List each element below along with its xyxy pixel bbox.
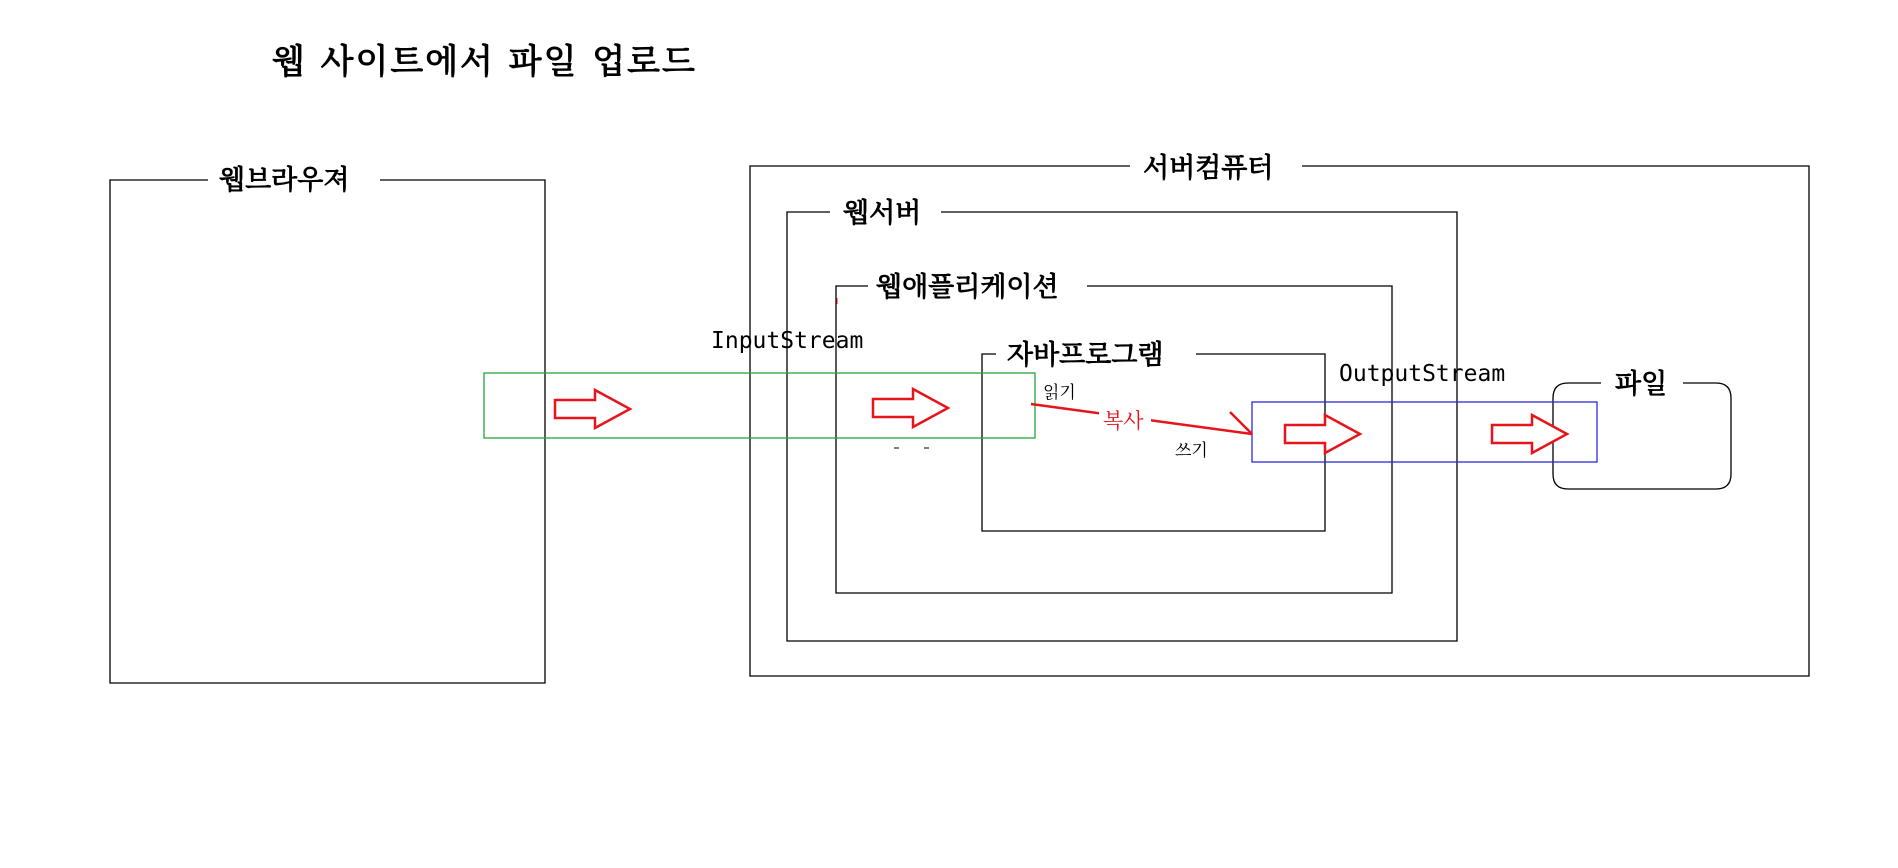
write-label: 쓰기 — [1175, 441, 1208, 461]
server-computer-border — [750, 166, 1809, 676]
java-program-box — [982, 339, 1325, 531]
arrow-right-icon — [555, 390, 630, 428]
browser-border — [110, 180, 545, 683]
copy-connector — [1031, 404, 1252, 434]
diagram-title: 웹 사이트에서 파일 업로드 — [272, 42, 697, 82]
file-box — [1553, 366, 1731, 489]
output-stream-label: OutputStream — [1339, 361, 1506, 387]
java-program-label: 자바프로그램 — [1007, 340, 1164, 371]
server-computer-label: 서버컴퓨터 — [1143, 153, 1274, 184]
input-stream-label: InputStream — [711, 328, 864, 354]
web-application-label: 웹애플리케이션 — [876, 272, 1059, 303]
arrow-right-icon — [1285, 415, 1360, 453]
read-label: 읽기 — [1043, 383, 1076, 403]
file-label: 파일 — [1615, 369, 1668, 400]
arrow-right-icon — [1492, 415, 1567, 453]
browser-label: 웹브라우져 — [219, 165, 350, 196]
input-stream — [484, 328, 1035, 438]
web-server-label: 웹서버 — [843, 198, 922, 229]
copy-label: 복사 — [1103, 409, 1144, 433]
java-program-border — [982, 354, 1325, 531]
browser-box — [110, 164, 545, 683]
arrow-right-icon — [873, 389, 948, 427]
